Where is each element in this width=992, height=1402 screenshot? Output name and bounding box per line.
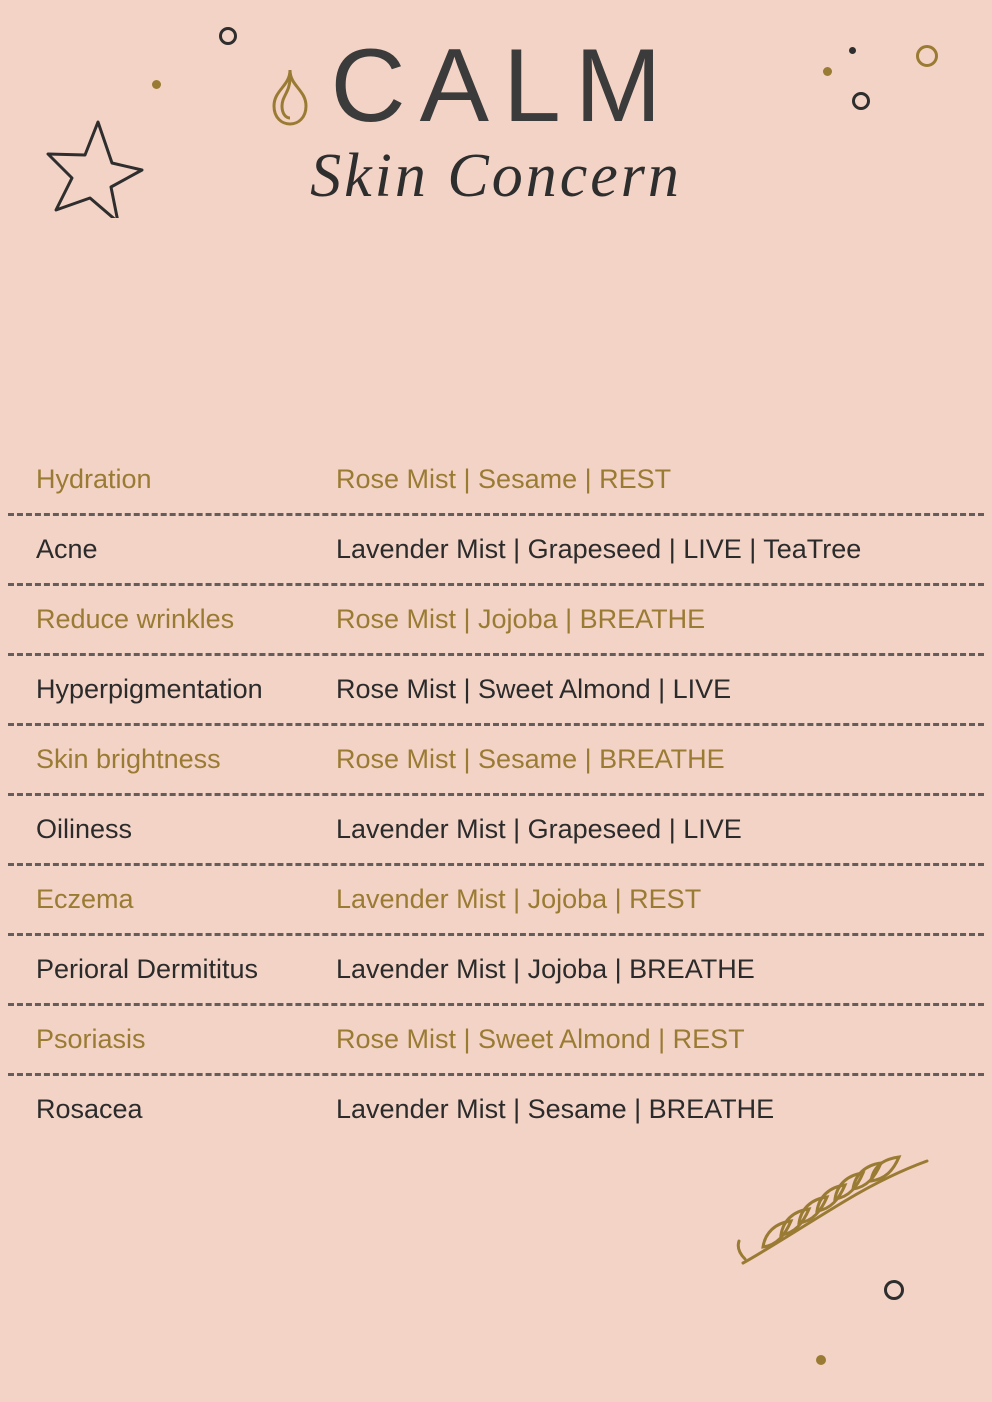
page-subtitle: Skin Concern bbox=[310, 142, 682, 210]
row-divider bbox=[8, 793, 984, 796]
recipe-value: Lavender Mist | Sesame | BREATHE bbox=[336, 1094, 775, 1124]
row-divider bbox=[8, 583, 984, 586]
concern-label: Hyperpigmentation bbox=[36, 674, 263, 704]
table-row bbox=[0, 446, 992, 513]
leaf-drop-icon bbox=[268, 68, 312, 126]
table-row bbox=[0, 936, 992, 1003]
recipe-value: Rose Mist | Sweet Almond | LIVE bbox=[336, 674, 732, 704]
concern-label: Eczema bbox=[36, 884, 134, 914]
recipe-value: Lavender Mist | Grapeseed | LIVE bbox=[336, 814, 742, 844]
concern-label: Skin brightness bbox=[36, 744, 221, 774]
table-row bbox=[0, 796, 992, 863]
table-row bbox=[0, 586, 992, 653]
row-divider bbox=[8, 513, 984, 516]
row-divider bbox=[8, 653, 984, 656]
concern-label: Perioral Dermititus bbox=[36, 954, 259, 984]
recipe-value: Lavender Mist | Jojoba | REST bbox=[336, 884, 702, 914]
table-row bbox=[0, 866, 992, 933]
table-row bbox=[0, 656, 992, 723]
skin-concern-table bbox=[0, 446, 992, 1143]
concern-label: Oiliness bbox=[36, 814, 133, 844]
recipe-value: Rose Mist | Jojoba | BREATHE bbox=[336, 604, 706, 634]
recipe-value: Rose Mist | Sweet Almond | REST bbox=[336, 1024, 745, 1054]
row-divider bbox=[8, 863, 984, 866]
row-divider bbox=[8, 933, 984, 936]
concern-label: Psoriasis bbox=[36, 1024, 146, 1054]
row-divider bbox=[8, 723, 984, 726]
concern-label: Rosacea bbox=[36, 1094, 143, 1124]
recipe-value: Rose Mist | Sesame | BREATHE bbox=[336, 744, 725, 774]
recipe-value: Lavender Mist | Jojoba | BREATHE bbox=[336, 954, 755, 984]
page-title: CALM bbox=[330, 28, 676, 144]
recipe-value: Rose Mist | Sesame | REST bbox=[336, 464, 672, 494]
page-header bbox=[0, 0, 992, 300]
concern-label: Hydration bbox=[36, 464, 152, 494]
row-divider bbox=[8, 1073, 984, 1076]
concern-label: Acne bbox=[36, 534, 98, 564]
small-dot-icon bbox=[816, 1355, 826, 1365]
ring-dot-icon bbox=[884, 1280, 904, 1300]
table-row bbox=[0, 1076, 992, 1143]
table-row bbox=[0, 516, 992, 583]
table-row bbox=[0, 1006, 992, 1073]
recipe-value: Lavender Mist | Grapeseed | LIVE | TeaTree bbox=[336, 534, 862, 564]
concern-label: Reduce wrinkles bbox=[36, 604, 235, 634]
leafy-branch-icon bbox=[735, 1155, 935, 1270]
row-divider bbox=[8, 1003, 984, 1006]
title-block bbox=[0, 28, 992, 210]
table-row bbox=[0, 726, 992, 793]
